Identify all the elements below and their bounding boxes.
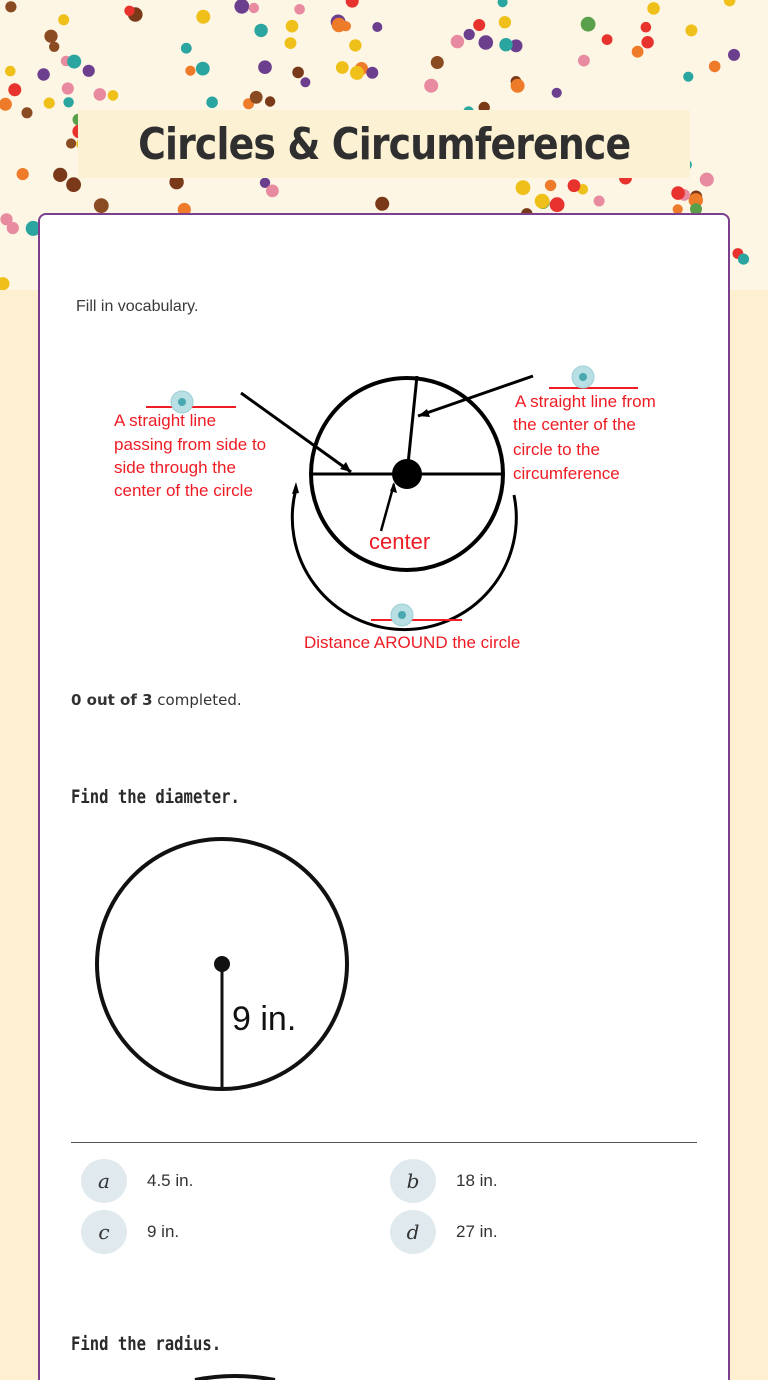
confetti-dot (728, 49, 740, 61)
confetti-dot (545, 180, 556, 191)
diameter-definition-line: passing from side to (114, 435, 267, 454)
confetti-dot (234, 0, 249, 14)
confetti-dot (738, 254, 749, 265)
confetti-dot (285, 37, 297, 49)
choice-answer-text[interactable]: 9 in. (147, 1222, 180, 1241)
page-title: Circles & Circumference (137, 118, 631, 170)
choice-answer-text[interactable]: 27 in. (456, 1222, 498, 1241)
confetti-dot (17, 168, 29, 180)
confetti-dot (479, 35, 494, 50)
center-label: center (369, 529, 431, 554)
confetti-dot (332, 18, 346, 32)
confetti-dot (206, 97, 218, 109)
confetti-dot (683, 72, 693, 82)
radius-arrowhead (418, 409, 430, 417)
vocabulary-diagram (100, 360, 680, 660)
confetti-dot (5, 1, 16, 12)
confetti-dot (294, 4, 305, 15)
divider (71, 1142, 697, 1143)
confetti-dot (424, 79, 438, 93)
confetti-dot (499, 38, 512, 51)
confetti-dot (349, 39, 361, 51)
confetti-dot (94, 88, 107, 101)
choice-answer-text[interactable]: 18 in. (456, 1171, 498, 1190)
confetti-dot (66, 138, 76, 148)
confetti-dot (372, 22, 382, 32)
radius-definition-line: circle to the (513, 440, 600, 459)
confetti-dot (516, 180, 531, 195)
center-dot (392, 459, 422, 489)
confetti-dot (185, 66, 195, 76)
confetti-dot (66, 177, 81, 192)
confetti-dot (578, 55, 590, 67)
confetti-dot (62, 82, 74, 94)
choice-b[interactable] (390, 1159, 498, 1203)
confetti-dot (473, 19, 485, 31)
confetti-dot (196, 10, 210, 24)
circumference-arrowhead (292, 482, 299, 494)
choice-letter-badge[interactable]: a (81, 1159, 127, 1203)
confetti-dot (671, 186, 685, 200)
confetti-dot (0, 98, 12, 111)
choice-c[interactable] (81, 1210, 179, 1254)
drop-target-dot-icon (579, 373, 587, 381)
confetti-dot (108, 90, 119, 101)
confetti-dot (568, 179, 581, 192)
confetti-dot (641, 36, 653, 48)
instruction-text: Fill in vocabulary. (76, 298, 199, 315)
confetti-dot (258, 60, 272, 74)
confetti-dot (181, 43, 192, 54)
confetti-dot (49, 42, 59, 52)
choice-letter-badge[interactable]: d (390, 1210, 436, 1254)
confetti-dot (254, 24, 267, 37)
confetti-dot (632, 46, 644, 58)
question-2-title: Find the radius. (71, 1333, 222, 1355)
confetti-dot (647, 2, 660, 15)
confetti-dot (350, 66, 364, 80)
confetti-dot (292, 67, 304, 79)
confetti-dot (511, 79, 525, 93)
confetti-dot (641, 22, 652, 33)
diameter-definition-line: center of the circle (114, 481, 253, 500)
choice-d[interactable] (390, 1210, 498, 1254)
confetti-dot (83, 65, 95, 77)
progress-status (71, 691, 242, 709)
confetti-dot (53, 168, 67, 182)
choice-answer-text[interactable]: 4.5 in. (147, 1171, 194, 1190)
diameter-pointer-arrow (241, 393, 351, 472)
confetti-dot (431, 56, 444, 69)
confetti-dot (8, 83, 21, 96)
confetti-dot (0, 277, 10, 290)
confetti-dot (63, 97, 73, 107)
confetti-dot (581, 17, 596, 32)
confetti-dot (602, 34, 613, 45)
confetti-dot (22, 107, 33, 118)
confetti-dot (124, 6, 134, 16)
confetti-dot (709, 61, 721, 73)
drop-target-dot-icon (398, 611, 406, 619)
confetti-dot (552, 88, 562, 98)
confetti-dot (464, 29, 475, 40)
progress-suffix: completed. (152, 691, 242, 709)
confetti-dot (94, 198, 109, 213)
confetti-dot (499, 16, 511, 28)
confetti-dot (196, 62, 210, 76)
question-2-circle-image-top (190, 1370, 280, 1380)
confetti-dot (7, 222, 19, 234)
confetti-dot (451, 35, 464, 48)
confetti-dot (266, 185, 279, 198)
radius-definition-line: the center of the (513, 415, 636, 434)
progress-count: 0 out of 3 (71, 691, 153, 709)
confetti-dot (37, 68, 49, 80)
confetti-dot (498, 0, 508, 7)
confetti-dot (346, 0, 359, 8)
radius-definition-line: A straight line from (515, 392, 656, 411)
question-1-circle-image (88, 830, 358, 1095)
confetti-dot (5, 66, 16, 77)
confetti-dot (265, 96, 275, 106)
title-banner (78, 110, 690, 178)
diameter-definition-line: A straight line (114, 411, 217, 430)
confetti-dot (685, 24, 697, 36)
confetti-dot (724, 0, 736, 6)
diameter-definition (114, 411, 271, 500)
circumference-definition: Distance AROUND the circle (304, 633, 521, 652)
question-1-title: Find the diameter. (71, 786, 240, 808)
radius-definition (513, 392, 661, 483)
confetti-dot (58, 14, 69, 25)
drop-target-dot-icon (178, 398, 186, 406)
confetti-dot (535, 194, 550, 209)
confetti-dot (550, 197, 565, 212)
q2-circle-arc (195, 1376, 275, 1380)
confetti-dot (594, 196, 605, 207)
diameter-definition-line: side through the (114, 458, 236, 477)
choice-letter-badge[interactable]: c (81, 1210, 127, 1254)
confetti-dot (44, 30, 57, 43)
confetti-dot (700, 173, 714, 187)
confetti-dot (300, 77, 310, 87)
confetti-dot (249, 3, 259, 13)
confetti-dot (375, 197, 389, 211)
radius-definition-line: circumference (513, 464, 620, 483)
choice-letter-badge[interactable]: b (390, 1159, 436, 1203)
confetti-dot (336, 61, 349, 74)
confetti-dot (250, 91, 263, 104)
q1-measurement-label: 9 in. (232, 1000, 297, 1038)
confetti-dot (44, 98, 55, 109)
confetti-dot (67, 55, 81, 69)
confetti-dot (286, 20, 299, 33)
confetti-dot (366, 67, 378, 79)
choice-a[interactable] (81, 1159, 193, 1203)
